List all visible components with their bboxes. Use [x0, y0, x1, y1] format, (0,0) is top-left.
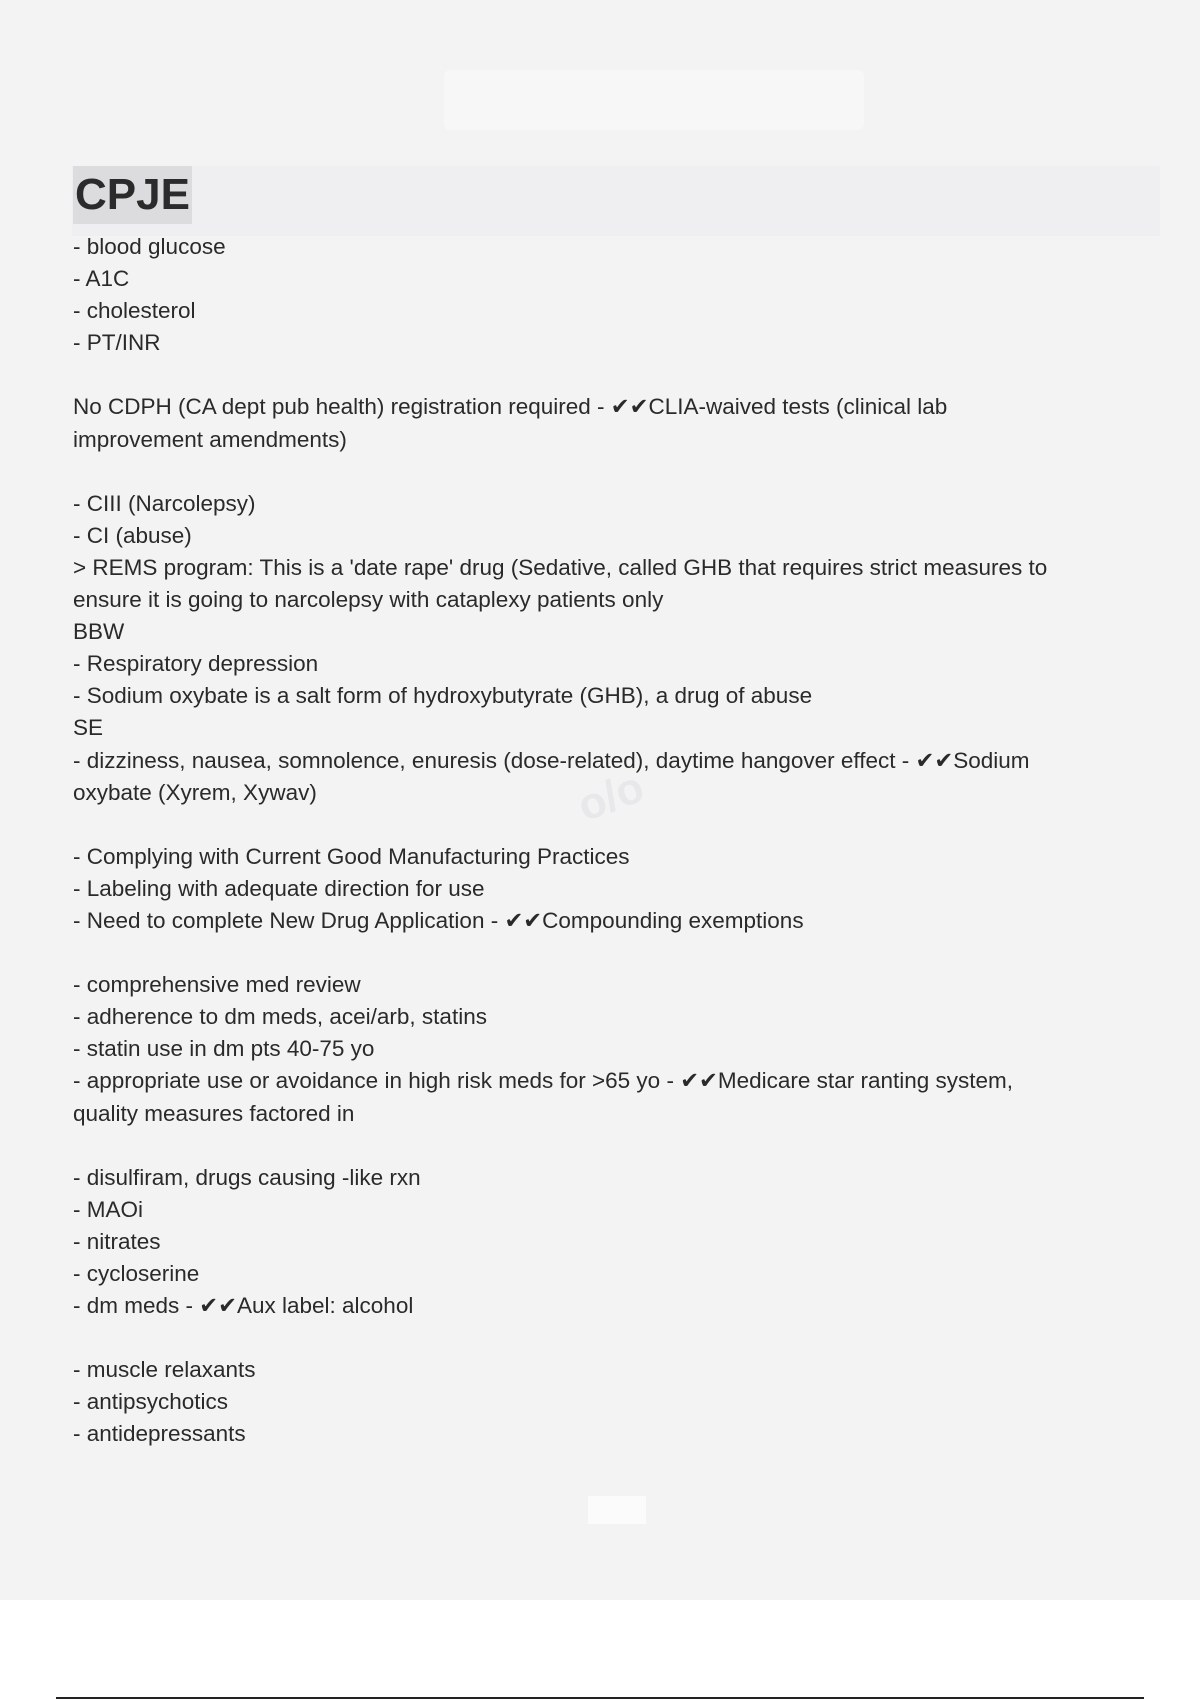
- page-number-placeholder: [588, 1496, 646, 1524]
- text-line: SE: [73, 715, 104, 741]
- text-line: improvement amendments): [73, 426, 347, 452]
- spacer: [73, 1322, 1163, 1354]
- text-line: - Need to complete New Drug Application - ✔✔Compounding exemptions: [73, 907, 804, 933]
- text-line: - antidepressants: [73, 1421, 246, 1447]
- text-line: - Labeling with adequate direction for use: [73, 875, 485, 901]
- text-line: - Respiratory depression: [73, 651, 319, 677]
- text-line: - Complying with Current Good Manufacturing Practices: [73, 843, 630, 869]
- footer-divider: [56, 1697, 1144, 1699]
- spacer: [73, 359, 1163, 391]
- text-line: - nitrates: [73, 1228, 161, 1254]
- text-line: > REMS program: This is a 'date rape' drug (Sedative, called GHB that requires strict measures to: [73, 554, 1048, 580]
- text-line: - dm meds - ✔✔Aux label: alcohol: [73, 1293, 414, 1319]
- header-placeholder: [444, 70, 864, 130]
- text-line: - A1C: [73, 266, 130, 292]
- text-line: - CIII (Narcolepsy): [73, 490, 256, 516]
- document-title: CPJE: [73, 166, 192, 224]
- text-line: - dizziness, nausea, somnolence, enuresis (dose-related), daytime hangover effect - ✔✔Sodium: [73, 747, 1030, 773]
- spacer: [73, 1130, 1163, 1162]
- spacer: [73, 809, 1163, 841]
- text-line: - adherence to dm meds, acei/arb, statins: [73, 1004, 487, 1030]
- text-line: - statin use in dm pts 40-75 yo: [73, 1036, 375, 1062]
- text-line: - PT/INR: [73, 330, 161, 356]
- text-line: quality measures factored in: [73, 1100, 355, 1126]
- text-line: - cycloserine: [73, 1261, 200, 1286]
- text-line: No CDPH (CA dept pub health) registration required - ✔✔CLIA-waived tests (clinical lab: [73, 394, 948, 420]
- text-line: BBW: [73, 619, 125, 645]
- text-line: - antipsychotics: [73, 1389, 229, 1415]
- text-line: - appropriate use or avoidance in high risk meds for >65 yo - ✔✔Medicare star ranting system,: [73, 1068, 1014, 1094]
- text-line: - Sodium oxybate is a salt form of hydroxybutyrate (GHB), a drug of abuse: [73, 683, 813, 709]
- text-line: - comprehensive med review: [73, 972, 361, 998]
- text-line: - muscle relaxants: [73, 1357, 256, 1383]
- text-line: - MAOi: [73, 1196, 143, 1222]
- text-line: oxybate (Xyrem, Xywav): [73, 779, 317, 805]
- text-line: - CI (abuse): [73, 522, 192, 548]
- spacer: [73, 456, 1163, 488]
- watermark: o/o: [571, 762, 651, 831]
- text-line: - disulfiram, drugs causing -like rxn: [73, 1164, 421, 1190]
- text-line: ensure it is going to narcolepsy with cataplexy patients only: [73, 587, 664, 613]
- title-band: [72, 166, 1160, 236]
- text-line: - cholesterol: [73, 298, 196, 324]
- spacer: [73, 937, 1163, 969]
- document-body: [73, 231, 1163, 1451]
- text-line: - blood glucose: [73, 234, 226, 259]
